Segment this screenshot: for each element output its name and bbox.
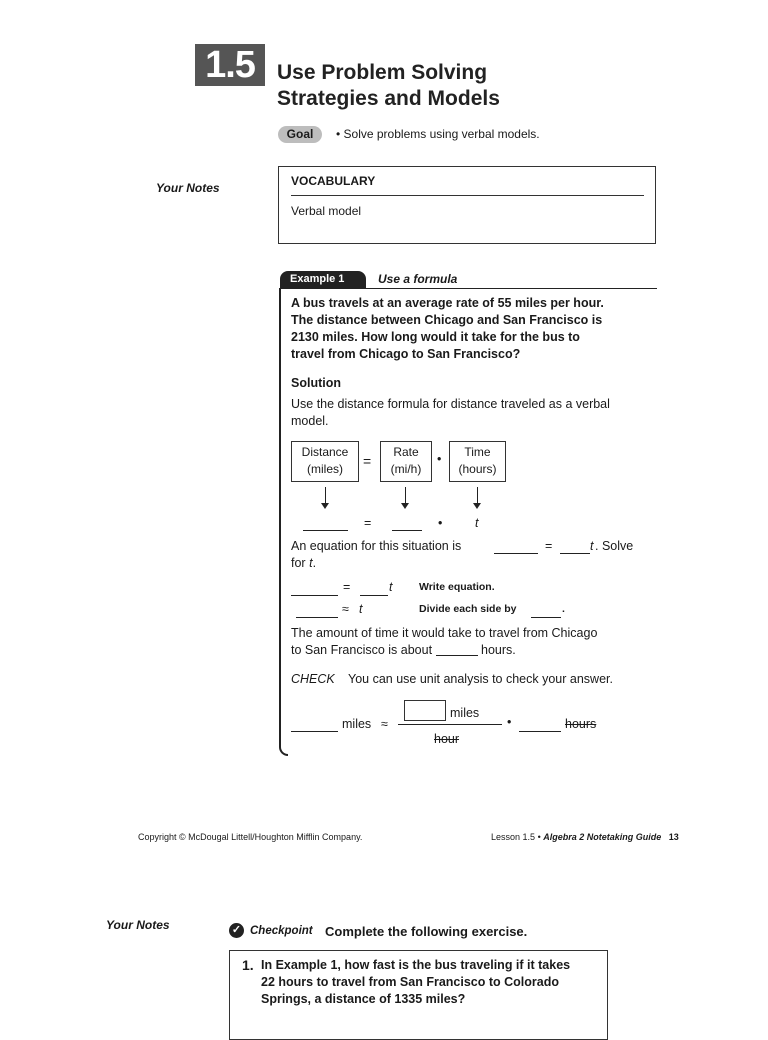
question-line: 22 hours to travel from San Francisco to Colorado — [261, 975, 559, 989]
rate-answer-box[interactable] — [404, 700, 446, 721]
vocabulary-term: Verbal model — [291, 204, 362, 218]
result-post: hours. — [481, 643, 516, 657]
blank-hours[interactable] — [436, 643, 478, 656]
step1-var: t — [389, 580, 393, 594]
solution-line: model. — [291, 414, 329, 428]
time-label: Time — [464, 445, 491, 459]
solution-intro — [291, 396, 661, 430]
arrow-time — [477, 487, 478, 504]
for-var: t — [309, 556, 313, 570]
problem-text — [291, 295, 661, 363]
sub-dot: • — [438, 516, 443, 530]
guide-title: Algebra 2 Notetaking Guide — [543, 832, 662, 842]
example-tab: Example 1 — [280, 271, 366, 288]
problem-line: 2130 miles. How long would it take for the bus to — [291, 330, 580, 344]
result-line-2 — [291, 642, 661, 659]
problem-line: The distance between Chicago and San Francisco is — [291, 313, 603, 327]
arrow-head-distance — [321, 503, 329, 509]
result-text — [291, 625, 661, 659]
lesson-number-badge: 1.5 — [195, 44, 265, 86]
distance-unit: (miles) — [307, 462, 343, 476]
check-label: CHECK — [291, 672, 335, 686]
rate-box — [380, 441, 432, 482]
result-pre: to San Francisco is about — [291, 643, 433, 657]
blank-unit-hours[interactable] — [519, 731, 561, 732]
result-line-1: The amount of time it would take to travel from Chicago — [291, 626, 598, 640]
distance-box — [291, 441, 359, 482]
question-number: 1. — [242, 957, 254, 973]
step2-var: t — [359, 602, 363, 616]
sub-time-var: t — [475, 516, 479, 530]
blank-equation-right[interactable] — [560, 553, 590, 554]
unit-hour: hour — [434, 732, 460, 746]
time-box — [449, 441, 506, 482]
unit-miles: miles — [342, 717, 372, 731]
blank-distance[interactable] — [303, 530, 348, 531]
example-subtitle: Use a formula — [378, 272, 458, 286]
arrow-head-rate — [401, 503, 409, 509]
sub-equals-sign: = — [364, 516, 372, 530]
for-period: . — [312, 556, 317, 570]
for-text: for — [291, 556, 306, 570]
page-number: 13 — [668, 832, 679, 842]
goal-label: Goal — [278, 126, 322, 143]
arrow-distance — [325, 487, 326, 504]
unit-hours: hours — [565, 717, 597, 731]
blank-equation-left[interactable] — [494, 553, 538, 554]
checkpoint-instruction: Complete the following exercise. — [325, 924, 528, 939]
blank-step1-left[interactable] — [291, 595, 338, 596]
step2-note: Divide each side by — [419, 603, 517, 615]
vocabulary-box — [278, 166, 656, 244]
step1-note: Write equation. — [419, 581, 495, 593]
blank-rate[interactable] — [392, 530, 422, 531]
example-left-bracket — [279, 288, 288, 756]
footer-bullet: • — [537, 832, 541, 842]
lesson-ref: Lesson 1.5 — [491, 832, 536, 842]
your-notes-label: Your Notes — [156, 181, 220, 195]
title-line-2: Strategies and Models — [277, 87, 500, 110]
model-equals-sign: = — [363, 453, 372, 469]
fraction-bar — [398, 724, 502, 725]
problem-line: A bus travels at an average rate of 55 miles per hour. — [291, 296, 604, 310]
model-dot: • — [437, 452, 442, 466]
rate-unit: (mi/h) — [390, 462, 422, 476]
title-line-1: Use Problem Solving — [277, 61, 488, 84]
step1-equals: = — [343, 580, 351, 594]
blank-unit-miles[interactable] — [291, 731, 338, 732]
blank-step2-left[interactable] — [296, 617, 338, 618]
time-unit: (hours) — [458, 462, 497, 476]
blank-step1-right[interactable] — [360, 595, 388, 596]
page-footer — [491, 832, 679, 842]
equation-for — [291, 555, 316, 572]
example-top-rule — [280, 288, 657, 289]
solution-heading: Solution — [291, 376, 341, 390]
vocabulary-divider — [291, 195, 644, 196]
unit-approx: ≈ — [381, 717, 388, 731]
arrow-rate — [405, 487, 406, 504]
copyright: Copyright © McDougal Littell/Houghton Mifflin Company. — [138, 832, 363, 842]
vocabulary-heading: VOCABULARY — [291, 174, 376, 188]
question-line: In Example 1, how fast is the bus traveling if it takes — [261, 958, 571, 972]
checkpoint-check-icon: ✓ — [229, 923, 244, 938]
arrow-head-time — [473, 503, 481, 509]
page-title — [277, 60, 500, 112]
check-text: You can use unit analysis to check your answer. — [348, 672, 613, 686]
unit-dot: • — [507, 715, 512, 729]
unit-miles-top: miles — [450, 706, 480, 720]
equation-equals: = — [545, 539, 553, 553]
checkpoint-box — [229, 950, 608, 1040]
blank-divisor[interactable] — [531, 617, 561, 618]
rate-label: Rate — [393, 445, 419, 459]
question-line: Springs, a distance of 1335 miles? — [261, 992, 466, 1006]
goal-text: • Solve problems using verbal models. — [336, 127, 540, 141]
distance-label: Distance — [301, 445, 349, 459]
solution-line: Use the distance formula for distance traveled as a verbal — [291, 397, 610, 411]
step2-approx: ≈ — [342, 602, 349, 616]
step2-period: . — [562, 603, 565, 615]
equation-var: t — [590, 539, 594, 553]
question-text — [261, 957, 606, 1008]
problem-line: travel from Chicago to San Francisco? — [291, 347, 521, 361]
equation-solve: . Solve — [595, 539, 634, 553]
checkpoint-label: Checkpoint — [250, 925, 313, 937]
your-notes-label-2: Your Notes — [106, 918, 170, 932]
equation-intro: An equation for this situation is — [291, 539, 462, 553]
